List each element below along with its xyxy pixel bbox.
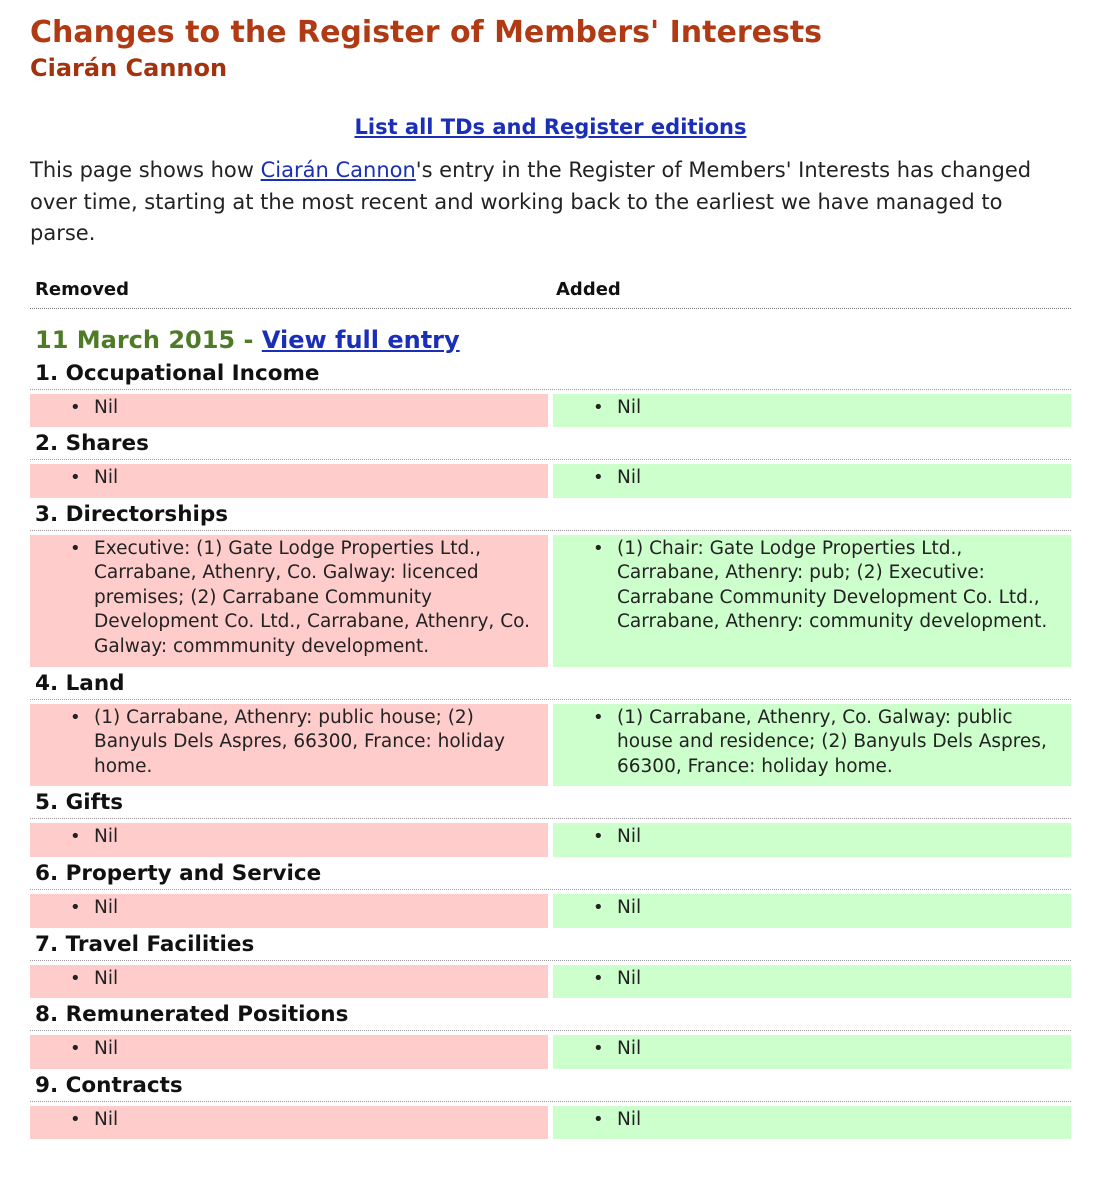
interest-section [30, 930, 1071, 999]
added-cell [553, 394, 1071, 428]
bullet-icon: • [70, 396, 81, 418]
added-cell [553, 1035, 1071, 1069]
bullet-icon: • [70, 537, 81, 559]
section-divider [30, 699, 1071, 700]
removed-column-header: Removed [35, 279, 130, 300]
added-cell [553, 704, 1071, 787]
removed-text: Nil [94, 897, 119, 919]
added-cell [553, 464, 1071, 498]
interest-section [30, 359, 1071, 428]
section-row [30, 823, 1071, 857]
bullet-icon: • [593, 467, 604, 489]
bullet-icon: • [593, 537, 604, 559]
section-divider [30, 530, 1071, 531]
removed-text: Nil [94, 1108, 119, 1130]
section-divider [30, 459, 1071, 460]
added-text: Nil [617, 1038, 642, 1060]
removed-cell [30, 823, 548, 857]
removed-cell [30, 965, 548, 999]
interest-section [30, 669, 1071, 787]
added-cell [553, 1106, 1071, 1140]
bullet-icon: • [70, 706, 81, 728]
removed-text: (1) Carrabane, Athenry: public house; (2) Banyuls Dels Aspres, 66300, France: holiday home. [94, 706, 505, 777]
section-row [30, 965, 1071, 999]
section-divider [30, 389, 1071, 390]
interest-section [30, 1000, 1071, 1069]
removed-text: Executive: (1) Gate Lodge Properties Ltd., Carrabane, Athenry, Co. Galway: licenced premises; (2) Carrabane Community Development Co. Ltd., Carrabane, Athenry, Co. Galway: commmunity development. [94, 537, 530, 658]
added-cell [553, 894, 1071, 928]
removed-text: Nil [94, 826, 119, 848]
added-text: Nil [617, 897, 642, 919]
bullet-icon: • [593, 826, 604, 848]
removed-text: Nil [94, 467, 119, 489]
section-row [30, 1106, 1071, 1140]
bullet-icon: • [593, 967, 604, 989]
section-divider [30, 960, 1071, 961]
intro-text-after: 's entry in the Register of Members' Interests has changed over time, starting at the most recent and working back to the earliest we have managed to parse. [30, 158, 1032, 245]
section-divider [30, 1030, 1071, 1031]
interest-section [30, 429, 1071, 498]
view-full-entry-link[interactable]: View full entry [261, 325, 460, 354]
interest-section [30, 500, 1071, 667]
removed-cell [30, 394, 548, 428]
section-divider [30, 1101, 1071, 1102]
bullet-icon: • [70, 1108, 81, 1130]
list-link-container [30, 111, 1071, 143]
added-cell [553, 535, 1071, 667]
added-cell [553, 823, 1071, 857]
section-row [30, 704, 1071, 787]
member-link[interactable]: Ciarán Cannon [260, 158, 416, 182]
section-divider [30, 889, 1071, 890]
section-row [30, 535, 1071, 667]
interest-section [30, 788, 1071, 857]
list-all-tds-link[interactable]: List all TDs and Register editions [354, 115, 747, 139]
intro-text-before: This page shows how [30, 158, 261, 182]
section-title: 8. Remunerated Positions [35, 1002, 349, 1028]
added-text: (1) Chair: Gate Lodge Properties Ltd., Carrabane, Athenry: pub; (2) Executive: Carrabane Community Development Co. Ltd., Carrabane, Athenry: community development. [617, 537, 1048, 633]
removed-cell [30, 535, 548, 667]
section-title: 1. Occupational Income [35, 360, 320, 386]
column-headers [30, 272, 1071, 308]
section-title: 2. Shares [35, 431, 149, 457]
added-text: Nil [617, 826, 642, 848]
bullet-icon: • [593, 396, 604, 418]
entry-date-separator: - [235, 325, 262, 354]
section-title: 9. Contracts [35, 1072, 183, 1098]
bullet-icon: • [593, 706, 604, 728]
removed-text: Nil [94, 1038, 119, 1060]
bullet-icon: • [70, 897, 81, 919]
added-column-header: Added [556, 279, 621, 300]
removed-cell [30, 704, 548, 787]
added-text: Nil [617, 967, 642, 989]
section-divider [30, 818, 1071, 819]
removed-text: Nil [94, 396, 119, 418]
section-row [30, 464, 1071, 498]
entry-date: 11 March 2015 [35, 325, 236, 354]
member-name: Ciarán Cannon [30, 54, 228, 82]
page-content [30, 14, 1071, 1139]
removed-cell [30, 894, 548, 928]
removed-cell [30, 1106, 548, 1140]
bullet-icon: • [593, 897, 604, 919]
removed-cell [30, 464, 548, 498]
sections-list [30, 359, 1071, 1140]
entry-date-heading [30, 323, 1071, 357]
removed-cell [30, 1035, 548, 1069]
added-cell [553, 965, 1071, 999]
section-row [30, 394, 1071, 428]
bullet-icon: • [70, 967, 81, 989]
bullet-icon: • [593, 1108, 604, 1130]
interest-section [30, 1071, 1071, 1140]
page-title: Changes to the Register of Members' Interests [30, 15, 823, 50]
interest-section [30, 859, 1071, 928]
added-text: Nil [617, 1108, 642, 1130]
section-row [30, 894, 1071, 928]
section-title: 6. Property and Service [35, 861, 322, 887]
section-title: 3. Directorships [35, 501, 229, 527]
section-title: 4. Land [35, 670, 125, 696]
header-divider [30, 308, 1071, 309]
bullet-icon: • [593, 1038, 604, 1060]
section-title: 5. Gifts [35, 790, 124, 816]
section-title: 7. Travel Facilities [35, 931, 255, 957]
bullet-icon: • [70, 826, 81, 848]
intro-paragraph [30, 155, 1071, 250]
section-row [30, 1035, 1071, 1069]
added-text: Nil [617, 396, 642, 418]
removed-text: Nil [94, 967, 119, 989]
bullet-icon: • [70, 467, 81, 489]
added-text: (1) Carrabane, Athenry, Co. Galway: public house and residence; (2) Banyuls Dels Aspres, 66300, France: holiday home. [617, 706, 1047, 777]
added-text: Nil [617, 467, 642, 489]
bullet-icon: • [70, 1038, 81, 1060]
